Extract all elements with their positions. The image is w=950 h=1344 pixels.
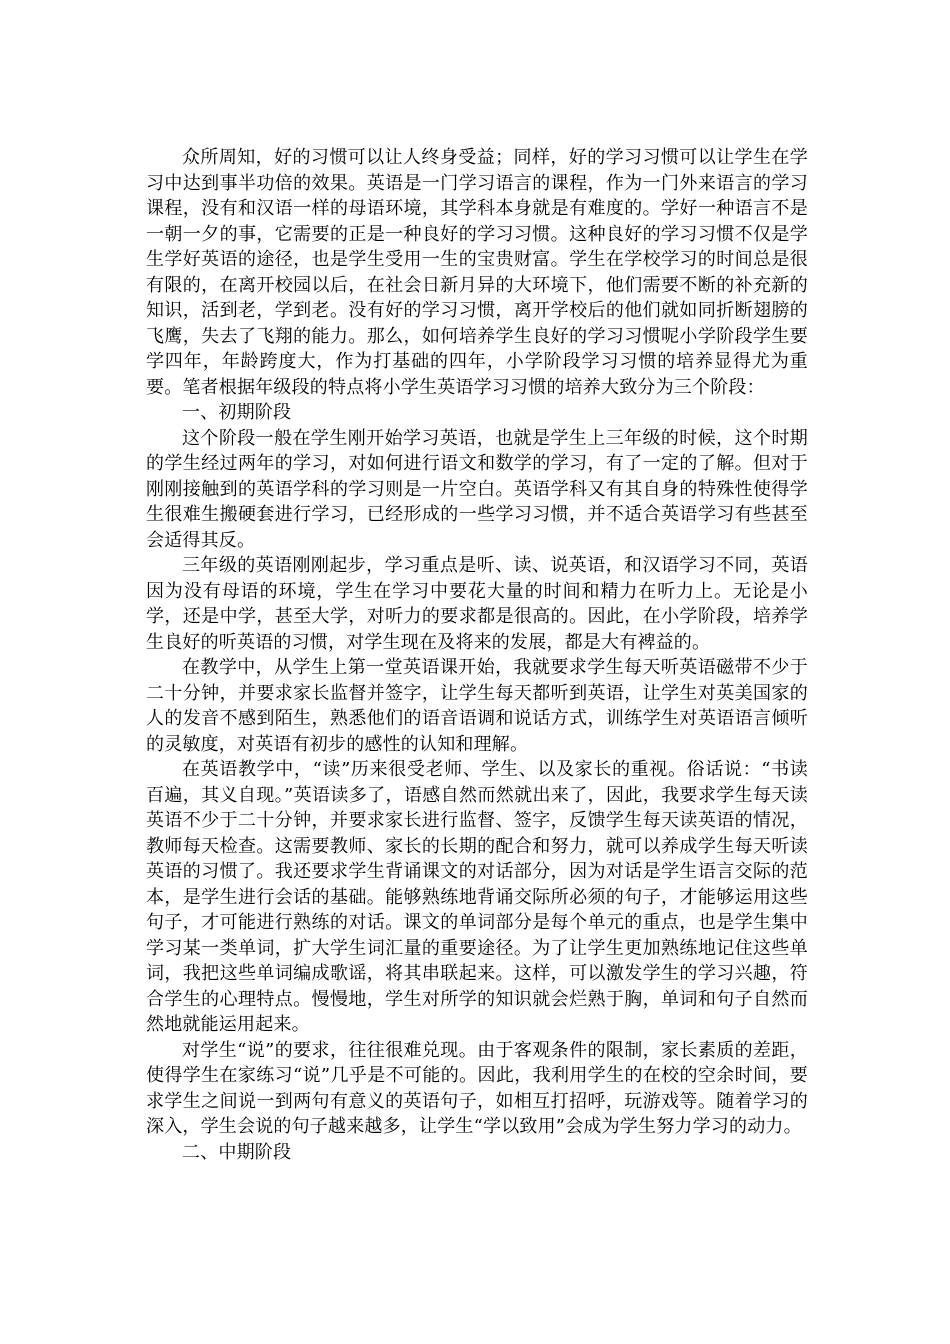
paragraph-listening-practice: 在教学中，从学生上第一堂英语课开始，我就要求学生每天听英语磁带不少于二十分钟，并要求家长监督并签字，让学生每天都听到英语，让学生对英美国家的人的发音不感到陌生，熟悉他们的语音语调和说话方式，训练学生对英语语言倾听的灵敏度，对英语有初步的感性的认知和理解。 [146, 657, 808, 755]
document-body [146, 145, 808, 1165]
paragraph-listening: 三年级的英语刚刚起步，学习重点是听、读、说英语，和汉语学习不同，英语因为没有母语的环境，学生在学习中要花大量的时间和精力在听力上。无论是小学，还是中学，甚至大学，对听力的要求都是很高的。因此，在小学阶段，培养学生良好的听英语的习惯，对学生现在及将来的发展，都是大有裨益的。 [146, 555, 808, 653]
paragraph-speaking: 对学生“说”的要求，往往很难兑现。由于客观条件的限制，家长素质的差距，使得学生在家练习“说”几乎是不可能的。因此，我利用学生的在校的空余时间，要求学生之间说一到两句有意义的英语句子，如相互打招呼，玩游戏等。随着学习的深入，学生会说的句子越来越多，让学生“学以致用”会成为学生努力学习的动力。 [146, 1039, 808, 1137]
paragraph-intro: 众所周知，好的习惯可以让人终身受益；同样，好的学习习惯可以让学生在学习中达到事半功倍的效果。英语是一门学习语言的课程，作为一门外来语言的学习课程，没有和汉语一样的母语环境，其学科本身就是有难度的。学好一种语言不是一朝一夕的事，它需要的正是一种良好的学习习惯。这种良好的学习习惯不仅是学生学好英语的途径，也是学生受用一生的宝贵财富。学生在学校学习的时间总是很有限的，在离开校园以后，在社会日新月异的大环境下，他们需要不断的补充新的知识，活到老，学到老。没有好的学习习惯，离开学校后的他们就如同折断翅膀的飞鹰，失去了飞翔的能力。那么，如何培养学生良好的学习习惯呢小学阶段学生要学四年，年龄跨度大，作为打基础的四年，小学阶段学习习惯的培养显得尤为重要。笔者根据年级段的特点将小学生英语学习习惯的培养大致分为三个阶段： [146, 147, 808, 398]
section-heading-middle-stage: 二、中期阶段 [182, 1141, 292, 1163]
section-heading-initial-stage: 一、初期阶段 [182, 402, 292, 423]
paragraph-initial-stage-overview: 这个阶段一般在学生刚开始学习英语，也就是学生上三年级的时候，这个时期的学生经过两年的学习，对如何进行语文和数学的学习，有了一定的了解。但对于刚刚接触到的英语学科的学习则是一片空白。英语学科又有其自身的特殊性使得学生很难生搬硬套进行学习，已经形成的一些学习习惯，并不适合英语学习有些甚至会适得其反。 [146, 427, 808, 551]
paragraph-reading: 在英语教学中，“读”历来很受老师、学生、以及家长的重视。俗话说：“书读百遍，其义自现。”英语读多了，语感自然而然就出来了，因此，我要求学生每天读英语不少于二十分钟，并要求家长进行监督、签字，反馈学生每天读英语的情况，教师每天检查。这需要教师、家长的长期的配合和努力，就可以养成学生每天听读英语的习惯了。我还要求学生背诵课文的对话部分，因为对话是学生语言交际的范本，是学生进行会话的基础。能够熟练地背诵交际所必须的句子，才能够运用这些句子，才可能进行熟练的对话。课文的单词部分是每个单元的重点，也是学生集中学习某一类单词，扩大学生词汇量的重要途径。为了让学生更加熟练地记住这些单词，我把这些单词编成歌谣，将其串联起来。这样，可以激发学生的学习兴趣，符合学生的心理特点。慢慢地，学生对所学的知识就会烂熟于胸，单词和句子自然而然地就能运用起来。 [146, 759, 808, 1035]
